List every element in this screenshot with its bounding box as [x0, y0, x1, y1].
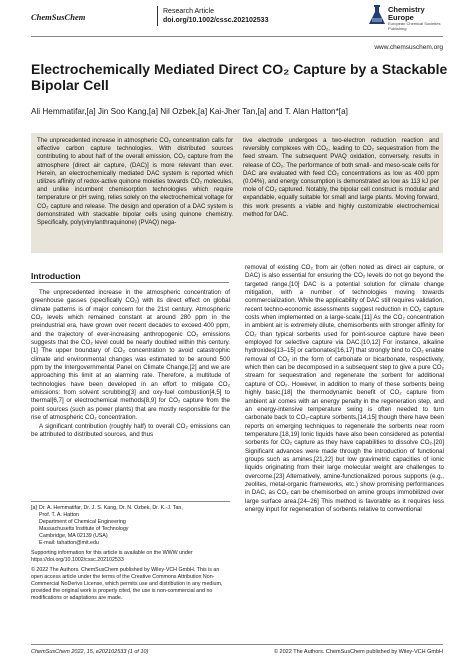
chemistry-europe-logo-icon — [368, 4, 386, 26]
affiliation-label: [a] — [31, 505, 37, 511]
affiliation-line: Cambridge, MA 02139 (USA) — [39, 533, 108, 539]
article-title: Electrochemically Mediated Direct CO₂ Capture by a Stackable Bipolar Cell — [31, 61, 448, 93]
license-note: © 2022 The Authors. ChemSusChem published by Wiley-VCH GmbH. This is an open access article under the terms of the Creative Commons Attribution Non-Commercial NoDerivs License, which permits use and distribution in any medium, provided the original work is properly cited, the use is non-commercial and no modifications or adaptations are made. — [31, 567, 223, 601]
affiliation-line: Prof. T. A. Hatton — [39, 512, 79, 518]
footer-citation: ChemSusChem 2022, 15, e202102533 (1 of 10) — [31, 649, 149, 655]
intro-paragraph-3: removal of existing CO₂ from air (often noted as direct air capture, or DAC) is also essential for ensuring the CO₂ levels do not go beyond the targeted range.[10] DAC is a potential solution for climate change mitigation, with a number of technologies moving towards commercialization. While the applicability of DAC still requires validation, recent techno-economic assessments suggest reduction in CO₂ capture costs when implemented on a large-scale.[11] As the CO₂ concentration in ambient air is extremely dilute, chemisorbents with stronger affinity for CO₂ than typical sorbents used for point-source capture have been employed for selective capture via DAC.[10,12] For instance, alkaline hydroxides[13–15] or carbonates[16,17] that strongly bind to CO₂ enable removal of CO₂ in the form of carbonate or bicarbonate, respectively, which then can be decomposed in a subsequent step to give a pure CO₂ stream for sequestration and regenerate the sorbent for additional capture of CO₂. However, in addition to many of these sorbents being highly basic,[18] the thermodynamic benefit of CO₂ capture from ambient air comes with an energy penalty in the regeneration step, and an energy-intensive temperature swing is often needed to turn carbonate back to CO₂-capture sorbents,[14,15] though there have been reports on emerging techniques to regenerate the sorbents near room temperature.[18,19] Ionic liquids have also been considered as potential sorbents for CO₂ capture as they have capabilities to dissolve CO₂.[20] Significant advances were made through the introduction of functional groups such as amines,[21,22] but low gravimetric capacities of ionic liquids originating from their large molecular weight are challenges to overcome.[23] Alternatively, amine-functionalized porous supports (e.g., zeolites, metal-organic frameworks, etc.) show promising performances in DAC, as CO₂ can be chemisorbed on amine groups immobilized over large surface area.[24–26] This method is favorable as it requires less energy input for regeneration of sorbents relative to conventional — [245, 264, 444, 513]
doi-link[interactable]: doi.org/10.1002/cssc.202102533 — [163, 17, 269, 24]
footer-rule — [31, 644, 443, 645]
journal-website[interactable]: www.chemsuschem.org — [374, 44, 443, 51]
publisher-tagline: European Chemical Societies Publishing — [388, 21, 441, 31]
body-left-column — [31, 289, 230, 439]
section-rule — [31, 282, 229, 283]
body-right-column — [245, 264, 444, 514]
header-rule — [31, 36, 443, 37]
journal-name: ChemSusChem — [31, 12, 86, 22]
affiliation-line: Dr. A. Hemmatifar, Dr. J. S. Kang, Dr. N. Ozbek, Dr. K.-J. Tan, — [39, 505, 183, 511]
affiliation-line: Massachusetts Institute of Technology — [39, 526, 129, 532]
page-header — [0, 0, 474, 34]
publisher-name-line2: Europe — [388, 13, 414, 22]
article-meta — [163, 7, 268, 25]
article-type: Research Article — [163, 8, 214, 15]
abstract-box — [31, 133, 443, 253]
corresponding-email[interactable]: E-mail: tahatton@mit.edu — [39, 540, 99, 546]
footer-copyright: © 2022 The Authors. ChemSusChem published by Wiley-VCH GmbH — [273, 649, 443, 655]
supporting-info-note: Supporting information for this article is available on the WWW under https://doi.org/10.1002/cssc.202102533 — [31, 550, 193, 563]
publisher-logo — [368, 4, 448, 34]
author-list: Ali Hemmatifar,[a] Jin Soo Kang,[a] Nil Ozbek,[a] Kai-Jher Tan,[a] and T. Alan Hatton*[a] — [31, 107, 348, 116]
abstract-left-column: The unprecedented increase in atmospheric CO₂ concentration calls for effective carbon capture technologies. With distributed sources contributing to about half of the overall emission, CO₂ capture from the atmosphere [direct air capture, (DAC)] is more relevant than ever. Herein, an electrochemically mediated DAC system is reported which utilizes affinity of redox-active quinone moieties towards CO₂ molecules, and unlike incumbent chemisorption technologies which require temperature or pH swing, relies solely on the electrochemical voltage for CO₂ capture and release. The design and operation of a DAC system is demonstrated with stackable bipolar cells using quinone chemistry. Specifically, poly(vinylanthraquinone) (PVAQ) nega- — [37, 137, 233, 227]
affiliation-footnote — [31, 505, 230, 547]
header-divider — [157, 6, 158, 26]
affiliation-line: Department of Chemical Engineering — [39, 519, 126, 525]
footnotes — [31, 505, 230, 602]
publisher-name-line1: Chemistry — [388, 5, 425, 14]
intro-paragraph-2: A significant contribution (roughly half) to overall CO₂ emissions can be attributed to distributed sources, and thus — [31, 422, 230, 438]
abstract-right-column: tive electrode undergoes a two-electron reduction reaction and reversibly complexes with CO₂, leading to CO₂ sequestration from the feed stream. The subsequent PVAQ oxidation, conversely, results in release of CO₂. The performance of both small- and meso-scale cells for DAC are evaluated with feed CO₂ concentrations as low as 400 ppm (0.04%), and energy consumption is demonstrated as low as 113 kJ per mole of CO₂ captured. Notably, the bipolar cell construct is modular and expandable, equally suitable for small and large plants. Moving forward, this work presents a viable and highly customizable electrochemical method for DAC. — [243, 137, 439, 218]
footnote-rule — [31, 501, 230, 502]
section-heading-introduction: Introduction — [31, 271, 81, 281]
intro-paragraph-1: The unprecedented increase in the atmospheric concentration of greenhouse gasses (specifically CO₂) with its direct effect on global climate patterns is of major concern for the 21st century. Atmospheric CO₂ levels which remained constant at around 280 ppm in the preindustrial era, have grown over recent decades to exceed 400 ppm, and the trajectory of ever-increasing anthropogenic CO₂ emissions suggests that the CO₂ level could be nearly doubled within this century.[1] The upper boundary of CO₂ concentration to avoid catastrophic climate and environmental changes was estimated to be around 500 ppm by the Intergovernmental Panel on Climate Change,[2] and we are approaching this limit at an alarming rate. Therefore, a multitude of technologies have been developed in an effort to mitigate CO₂ emissions: from solvent scrubbing[3] and oxy-fuel combustion[4,5] to thermal[6,7] or electrochemical methods[8,9] for CO₂ capture from the point sources (such as power plants) that are mostly responsible for the rise of atmospheric CO₂ concentration. — [31, 289, 230, 422]
